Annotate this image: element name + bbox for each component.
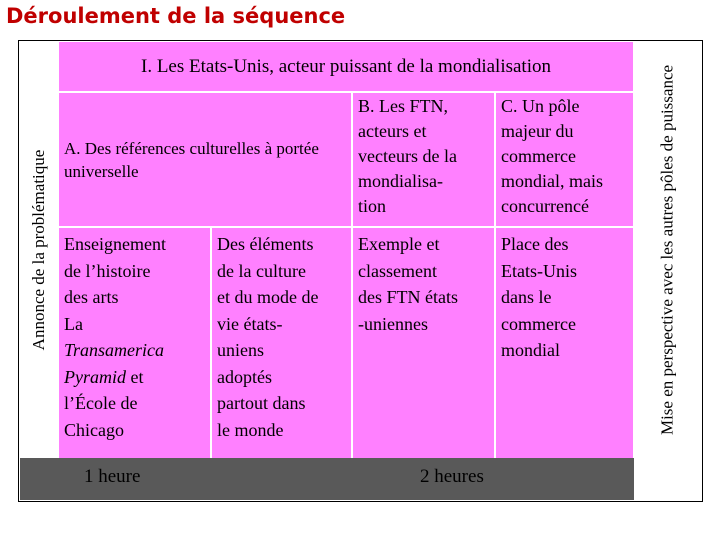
column-2-line: de la culture [217,260,306,281]
column-1-line-italic: Transamerica [64,340,165,360]
grid-line [58,226,634,228]
section-c-line: mondial, mais [501,171,603,191]
column-3-line: des FTN états [358,287,458,307]
column-1-line: des arts [64,287,119,307]
section-b-line: mondialisa- [358,171,443,191]
column-1-cell [58,227,211,458]
grid-line [494,227,496,458]
left-band-label: Annonce de la problématique [29,149,48,351]
column-4-line: dans le [501,287,552,307]
column-1-line: La [64,313,83,334]
column-2-line: vie états- [217,313,283,334]
section-a-cell [58,92,352,227]
section-c-line: commerce [501,146,576,166]
slide-title: Déroulement de la séquence [6,4,346,28]
section-c-line: concurrencé [501,196,589,216]
column-2-line: et du mode de [217,287,319,307]
column-3-line: -uniennes [358,313,428,334]
column-2-line: le monde [217,419,284,440]
header-cell [58,42,634,92]
section-b-cell [352,92,495,227]
left-band [20,42,58,458]
duration-1: 1 heure [84,466,141,487]
column-2-line: Des éléments [217,234,314,254]
section-b-line: acteurs et [358,121,427,141]
column-2-line: uniens [217,340,264,360]
column-3-line: classement [358,260,437,281]
column-1-line: l’École de [64,393,138,413]
header-label: I. Les Etats-Unis, acteur puissant de la mondialisation [141,55,551,77]
column-1-italic: Pyramid [64,366,126,387]
column-4-line: Place des [501,234,569,254]
section-c-line: majeur du [501,121,574,141]
grid-line [58,91,634,93]
section-c-line: C. Un pôle [501,96,580,116]
column-1-line: Chicago [64,419,124,440]
grid-line [633,42,635,458]
duration-2: 2 heures [420,466,484,487]
grid-line [494,92,496,227]
grid-line [57,42,59,458]
column-3-cell [352,227,495,458]
column-2-line: adoptés [217,366,272,387]
column-2-line: partout dans [217,393,306,413]
section-c-cell [495,92,634,227]
grid-line [351,92,353,458]
column-4-cell [495,227,634,458]
column-2-cell [211,227,352,458]
column-3-line: Exemple et [358,234,440,254]
grid-line [210,227,212,458]
section-b-line: vecteurs de la [358,146,457,166]
column-1-tail: et [126,366,144,387]
section-b-line: B. Les FTN, [358,96,448,116]
column-1-line: de l’histoire [64,260,151,281]
column-1-line-mixed [64,364,205,391]
column-4-line: Etats-Unis [501,260,577,281]
right-band-label: Mise en perspective avec les autres pôles de puissance [657,64,677,436]
section-a-label: A. Des références culturelles à portée universelle [64,138,319,181]
column-1-line: Enseignement [64,234,166,254]
section-b-line: tion [358,196,387,216]
right-band [634,42,700,458]
column-4-line: mondial [501,340,560,360]
column-4-line: commerce [501,313,576,334]
